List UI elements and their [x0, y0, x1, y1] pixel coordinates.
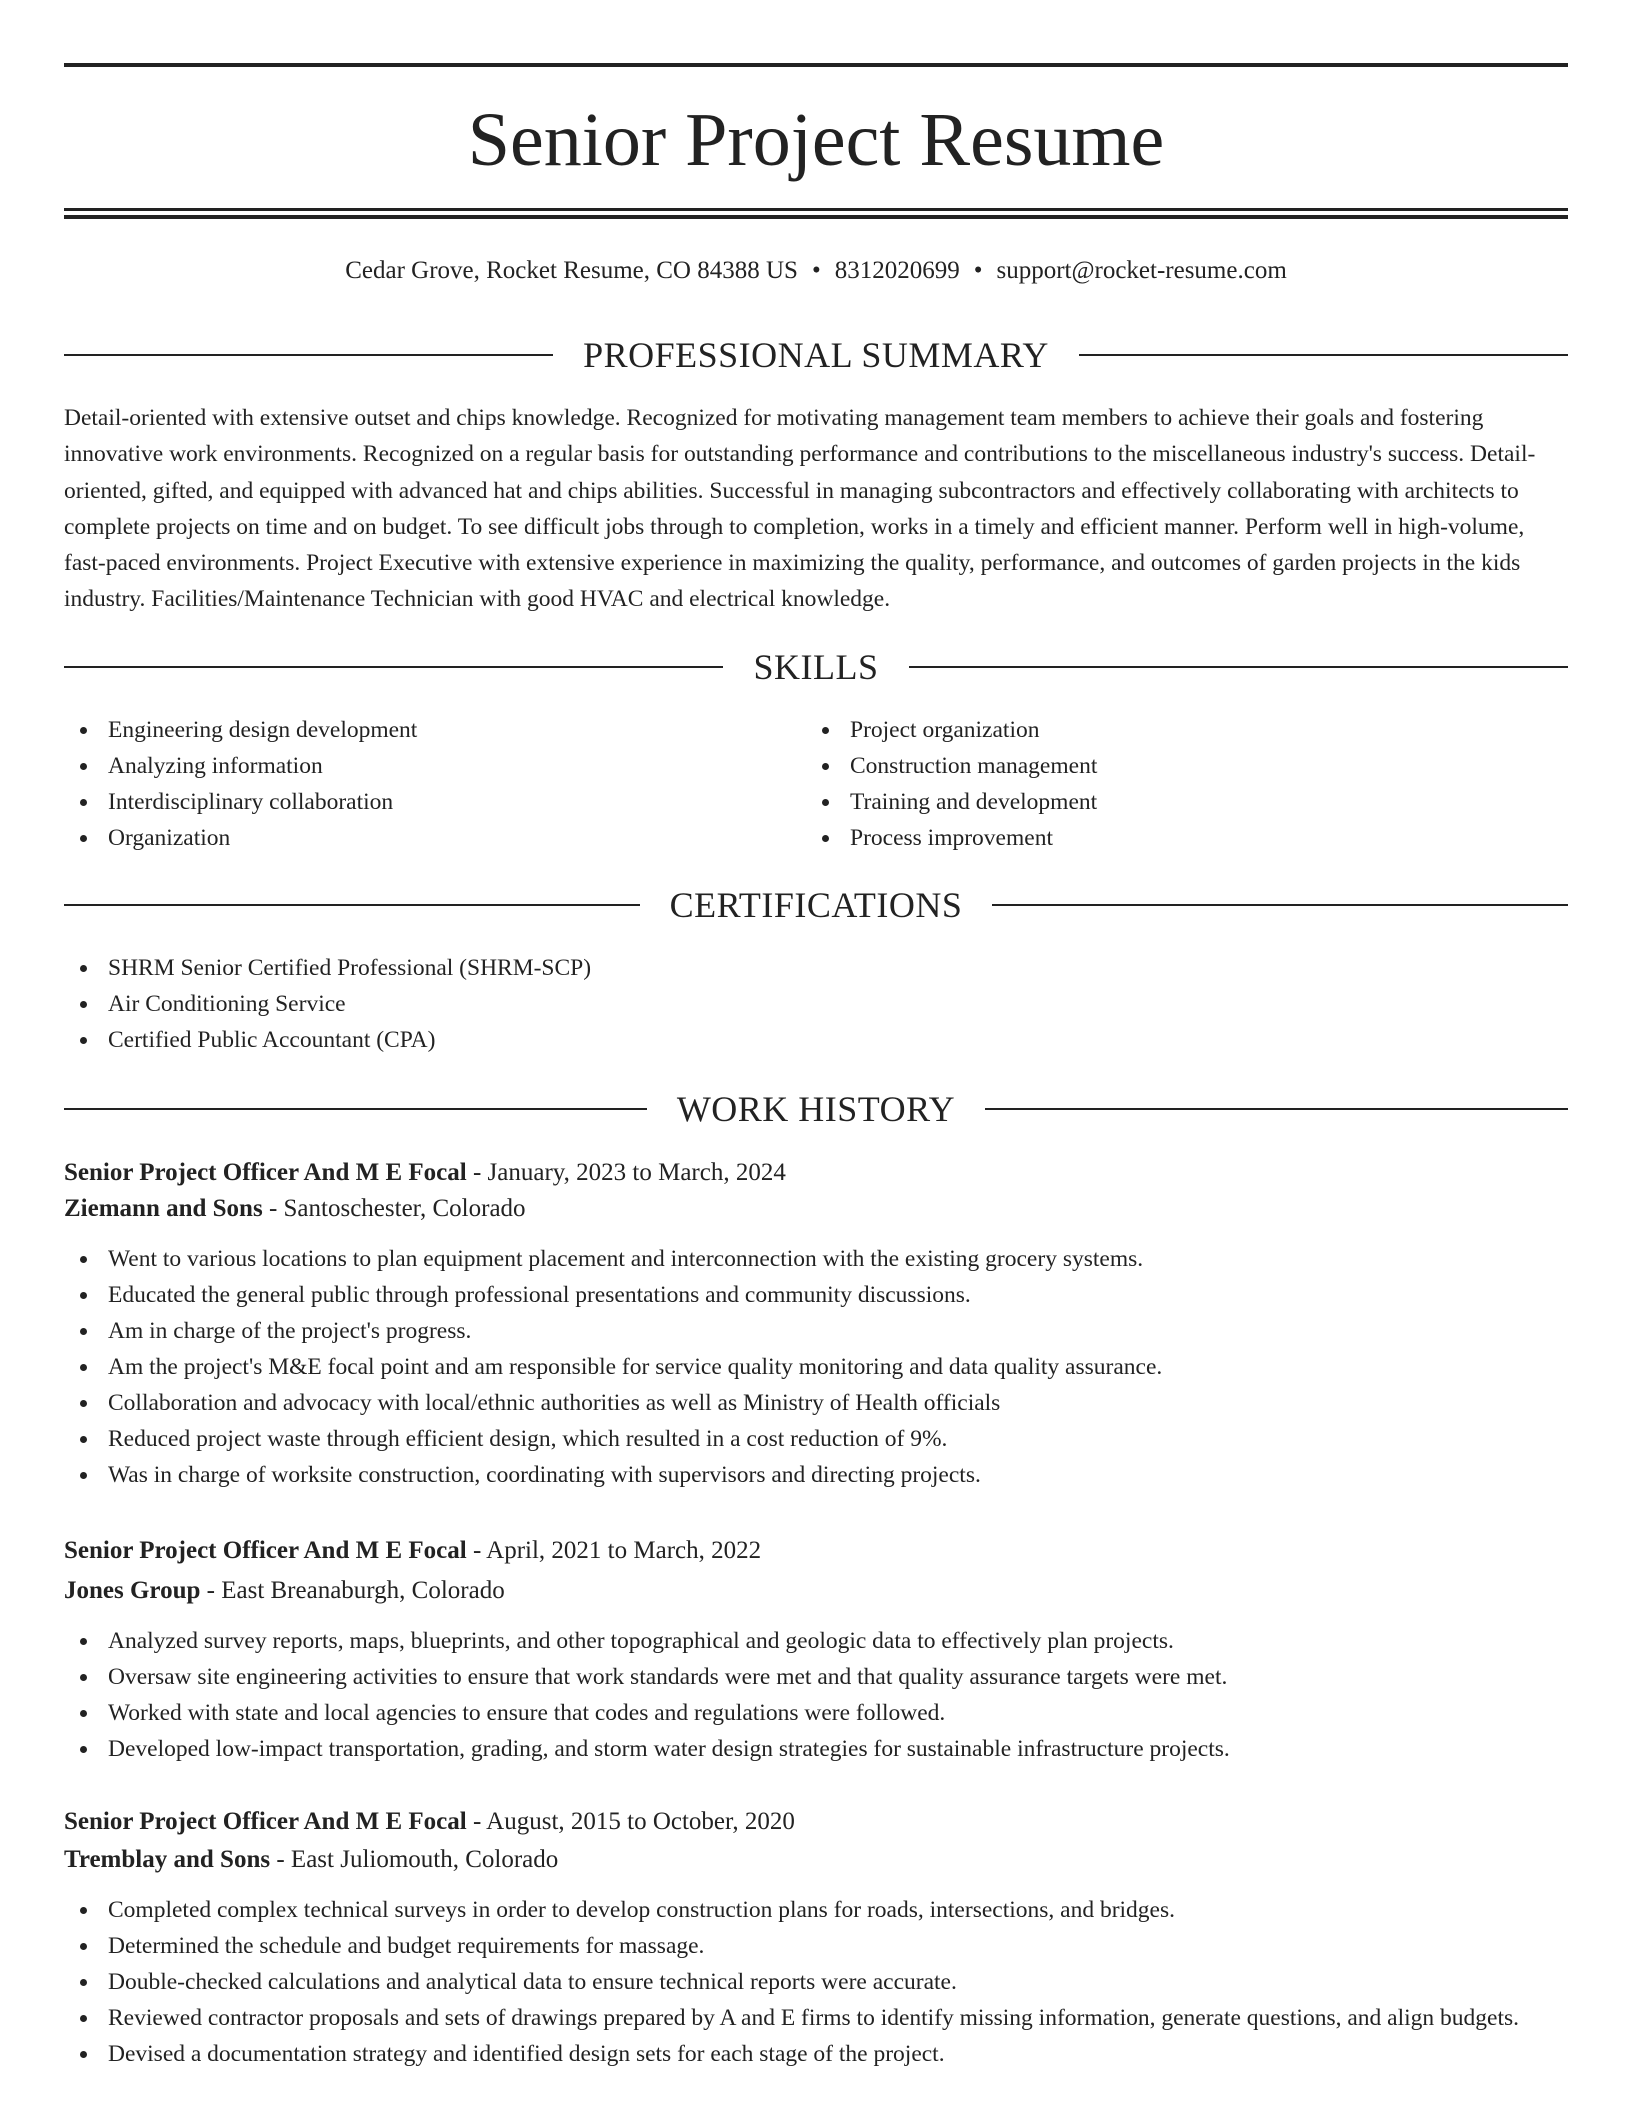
job-bullet: Was in charge of worksite construction, coordinating with supervisors and directing projects.	[64, 1457, 1568, 1493]
skill-item: Construction management	[806, 748, 1506, 784]
contact-line	[64, 254, 1568, 288]
job-bullet: Reduced project waste through efficient design, which resulted in a cost reduction of 9%.	[64, 1421, 1568, 1457]
job-bullet: Devised a documentation strategy and identified design sets for each stage of the project.	[64, 2036, 1568, 2072]
job-bullets	[64, 1892, 1568, 2072]
skill-item: Project organization	[806, 712, 1506, 748]
job-dates: April, 2021 to March, 2022	[486, 1537, 762, 1564]
skills-list-left	[64, 712, 764, 856]
top-rule	[64, 63, 1568, 67]
job-title: Senior Project Officer And M E Focal	[64, 1537, 467, 1564]
job-company-line: Jones Group - East Breanaburgh, Colorado	[64, 1577, 505, 1604]
title-rule-lower	[64, 215, 1568, 219]
job-company-line: Ziemann and Sons - Santoschester, Colorado	[64, 1195, 526, 1222]
summary-text: Detail-oriented with extensive outset and chips knowledge. Recognized for motivating management team members to achieve their goals and fostering innovative work environments. Recognized on a regular basis for outstanding performance and contributions to the miscellaneous industry's success. Detail-oriented, gifted, and equipped with advanced hat and chips abilities. Successful in managing subcontractors and effectively collaborating with architects to complete projects on time and on budget. To see difficult jobs through to completion, works in a timely and efficient manner. Perform well in high-volume, fast-paced environments. Project Executive with extensive experience in maximizing the quality, performance, and outcomes of garden projects in the kids industry. Facilities/Maintenance Technician with good HVAC and electrical knowledge.	[64, 405, 1536, 613]
job-dates: August, 2015 to October, 2020	[486, 1808, 795, 1835]
section-title-certifications: CERTIFICATIONS	[640, 885, 993, 925]
job-title-line: Senior Project Officer And M E Focal - January, 2023 to March, 2024	[64, 1159, 786, 1186]
job-title: Senior Project Officer And M E Focal	[64, 1808, 467, 1835]
job-entry	[64, 1804, 1568, 2072]
contact-address: Cedar Grove, Rocket Resume, CO 84388 US	[345, 257, 798, 284]
section-title-skills: SKILLS	[723, 647, 908, 687]
job-bullets	[64, 1623, 1568, 1767]
section-title-summary: PROFESSIONAL SUMMARY	[553, 335, 1079, 375]
job-location: East Juliomouth, Colorado	[290, 1846, 559, 1873]
skill-item: Interdisciplinary collaboration	[64, 784, 764, 820]
section-title-work-history: WORK HISTORY	[647, 1089, 985, 1129]
certification-item: Air Conditioning Service	[64, 986, 1568, 1022]
job-entry	[64, 1533, 1568, 1767]
job-title: Senior Project Officer And M E Focal	[64, 1159, 467, 1186]
title-rule-upper	[64, 208, 1568, 211]
job-entry	[64, 1155, 1568, 1493]
skill-item: Engineering design development	[64, 712, 764, 748]
certifications-list	[64, 950, 1568, 1058]
contact-email: support@rocket-resume.com	[996, 257, 1287, 284]
job-company: Tremblay and Sons	[64, 1846, 271, 1873]
certification-item: Certified Public Accountant (CPA)	[64, 1022, 1568, 1058]
job-company: Jones Group	[64, 1577, 201, 1604]
job-bullet: Educated the general public through professional presentations and community discussions.	[64, 1277, 1568, 1313]
job-bullet: Went to various locations to plan equipment placement and interconnection with the existing grocery systems.	[64, 1241, 1568, 1277]
job-location: East Breanaburgh, Colorado	[221, 1577, 505, 1604]
job-location: Santoschester, Colorado	[283, 1195, 526, 1222]
skill-item: Analyzing information	[64, 748, 764, 784]
section-header-skills	[64, 645, 1568, 689]
job-bullet: Am in charge of the project's progress.	[64, 1313, 1568, 1349]
job-bullets	[64, 1241, 1568, 1493]
contact-separator: •	[973, 257, 983, 284]
job-bullet: Worked with state and local agencies to ensure that codes and regulations were followed.	[64, 1695, 1568, 1731]
job-dates: January, 2023 to March, 2024	[487, 1159, 786, 1186]
job-bullet: Analyzed survey reports, maps, blueprints, and other topographical and geologic data to effectively plan projects.	[64, 1623, 1568, 1659]
job-title-line: Senior Project Officer And M E Focal - April, 2021 to March, 2022	[64, 1537, 762, 1564]
job-title-line: Senior Project Officer And M E Focal - August, 2015 to October, 2020	[64, 1808, 795, 1835]
job-bullet: Completed complex technical surveys in order to develop construction plans for roads, intersections, and bridges.	[64, 1892, 1568, 1928]
skills-list-right	[806, 712, 1506, 856]
job-company-line: Tremblay and Sons - East Juliomouth, Colorado	[64, 1846, 559, 1873]
job-bullet: Reviewed contractor proposals and sets of drawings prepared by A and E firms to identify missing information, generate questions, and align budgets.	[64, 2000, 1568, 2036]
contact-separator: •	[811, 257, 821, 284]
section-header-work-history	[64, 1087, 1568, 1131]
job-bullet: Determined the schedule and budget requirements for massage.	[64, 1928, 1568, 1964]
job-bullet: Oversaw site engineering activities to ensure that work standards were met and that quality assurance targets were met.	[64, 1659, 1568, 1695]
job-bullet: Developed low-impact transportation, grading, and storm water design strategies for sustainable infrastructure projects.	[64, 1731, 1568, 1767]
job-bullet: Collaboration and advocacy with local/ethnic authorities as well as Ministry of Health officials	[64, 1385, 1568, 1421]
resume-title: Senior Project Resume	[467, 98, 1165, 182]
skill-item: Process improvement	[806, 820, 1506, 856]
skill-item: Training and development	[806, 784, 1506, 820]
certification-item: SHRM Senior Certified Professional (SHRM-SCP)	[64, 950, 1568, 986]
job-company: Ziemann and Sons	[64, 1195, 263, 1222]
contact-phone: 8312020699	[834, 257, 960, 284]
skill-item: Organization	[64, 820, 764, 856]
job-bullet: Am the project's M&E focal point and am responsible for service quality monitoring and data quality assurance.	[64, 1349, 1568, 1385]
section-header-summary	[64, 333, 1568, 377]
job-bullet: Double-checked calculations and analytical data to ensure technical reports were accurate.	[64, 1964, 1568, 2000]
section-header-certifications	[64, 883, 1568, 927]
